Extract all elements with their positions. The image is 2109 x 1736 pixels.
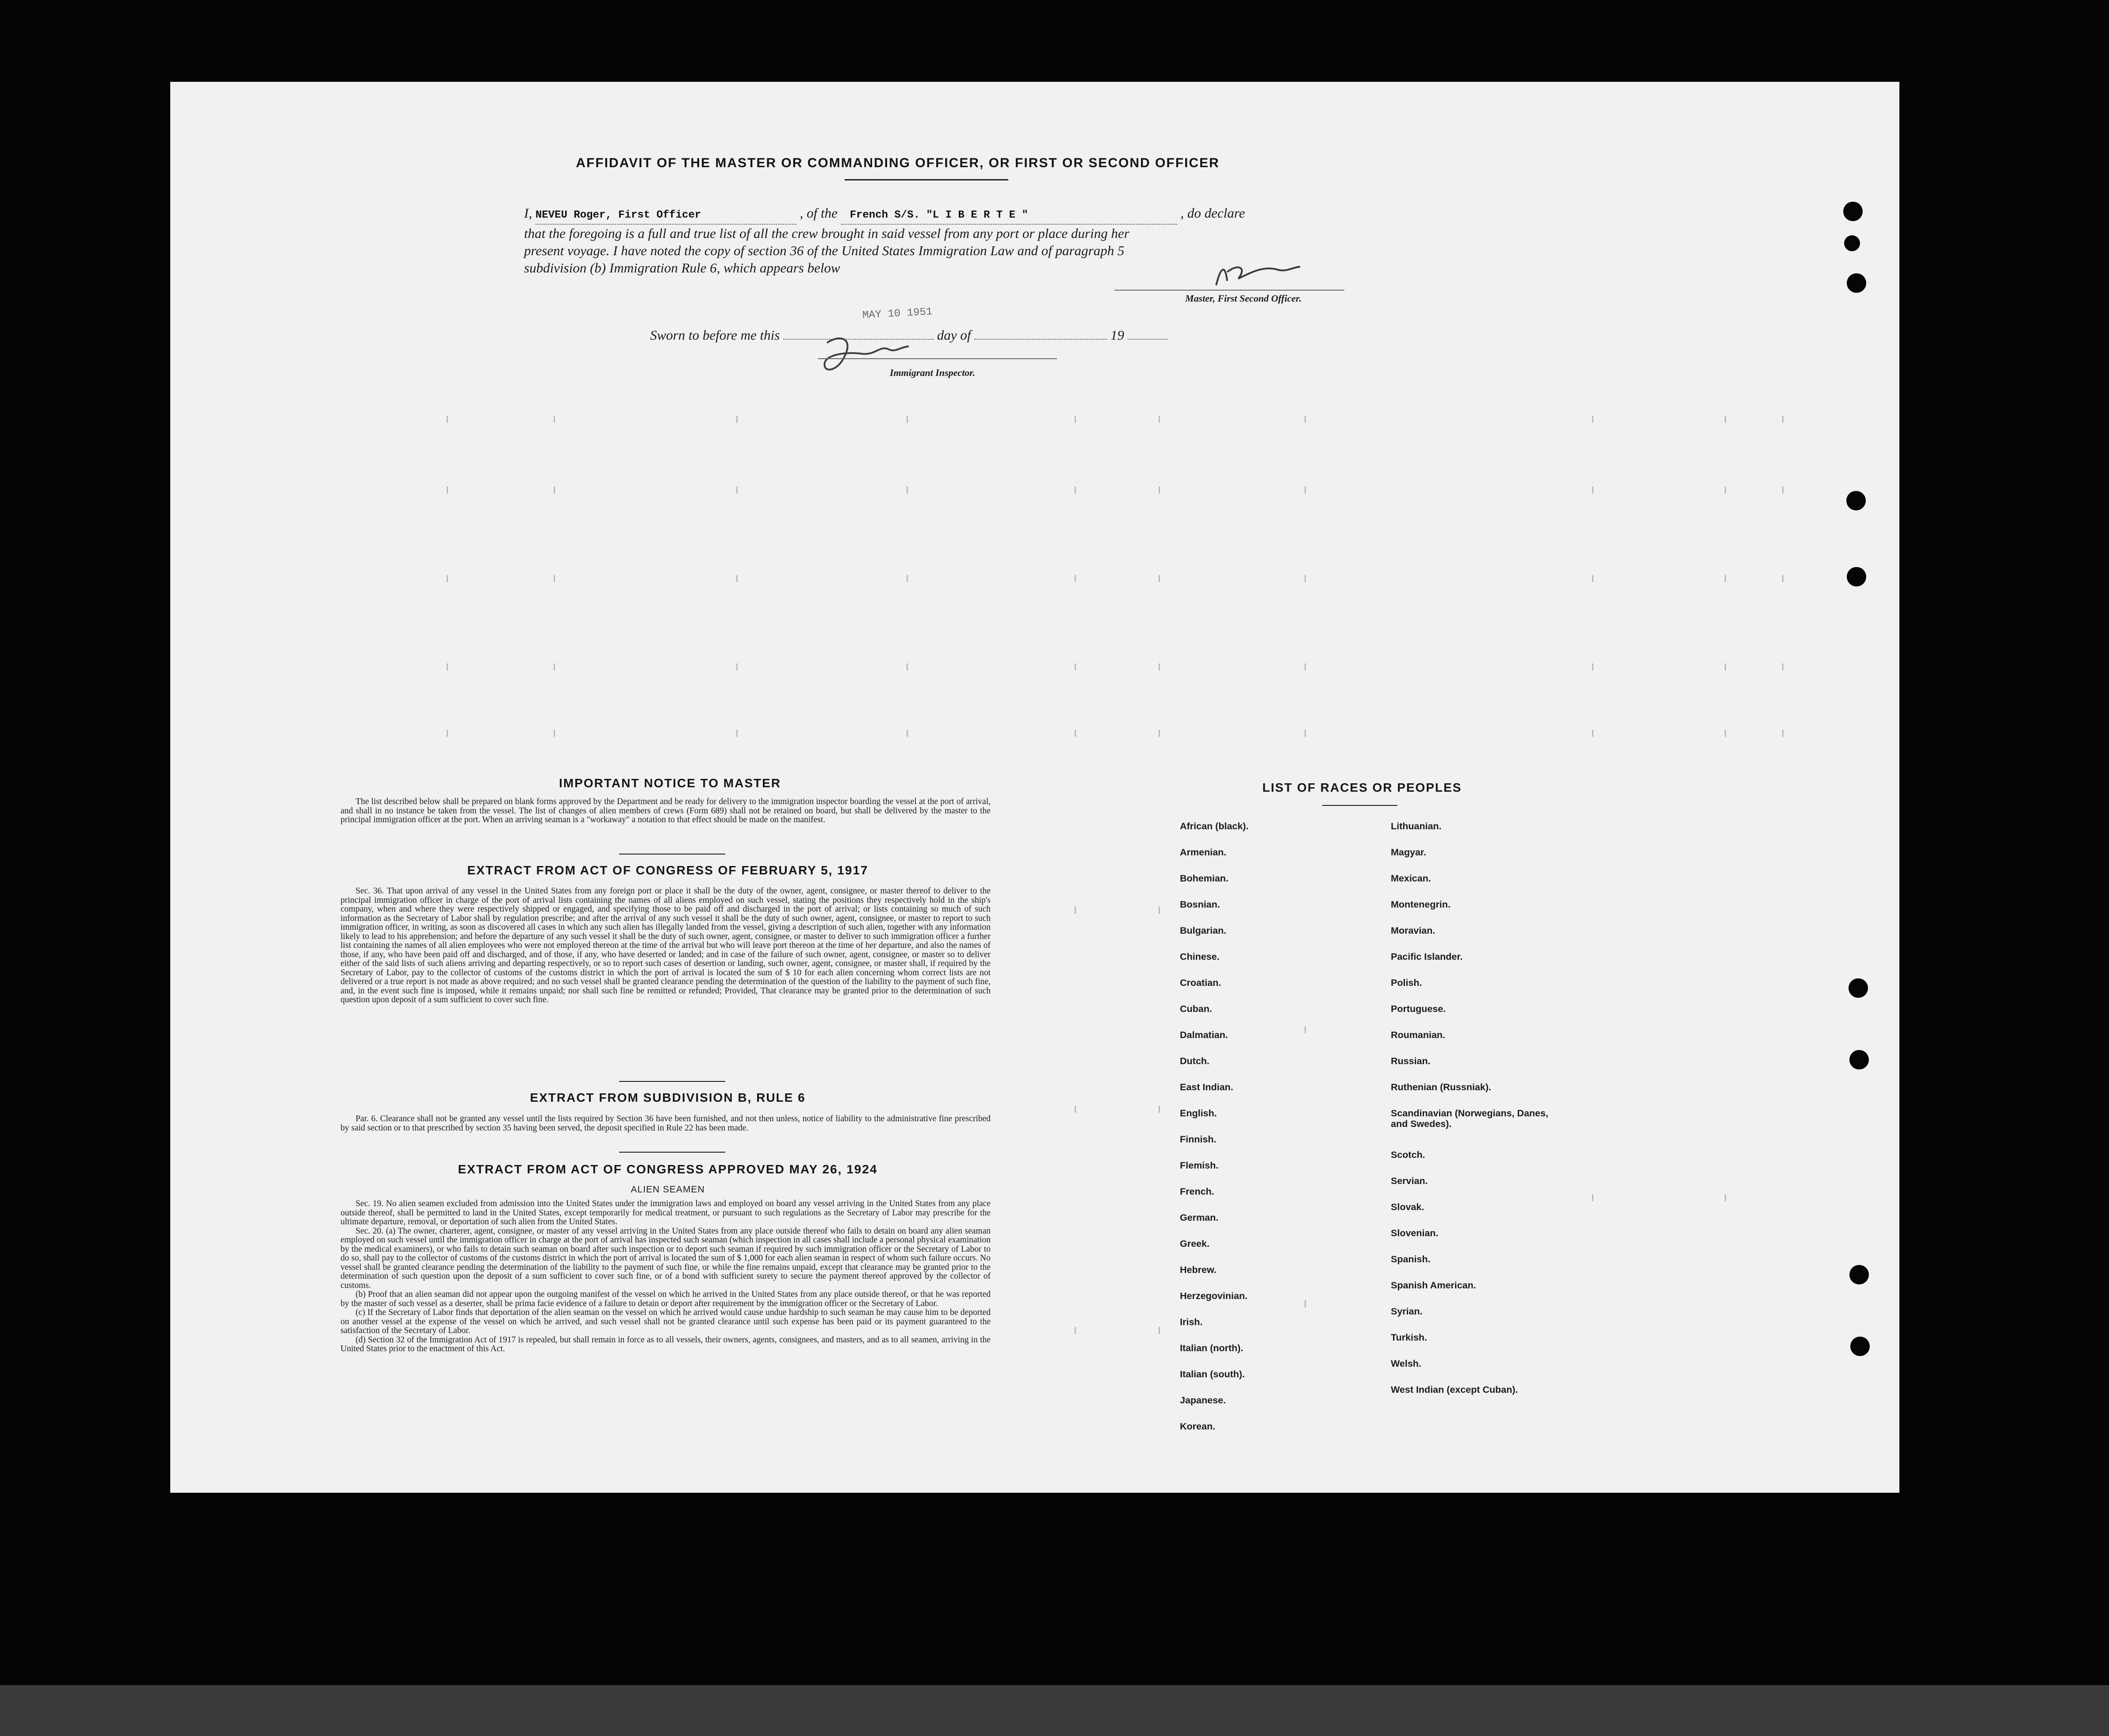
race-item: Hebrew. [1180,1265,1217,1275]
punch-hole [1847,567,1866,586]
punch-hole [1844,235,1860,251]
par-6-paragraph: Par. 6. Clearance shall not be granted any vessel until the lists required by Section 36 have been furnished, and not then unless, notice of liability to the administrative fine prescribed by said section or to that prescribed by section 35 having been served, the deposit specified in Rule 22 has been made. [341,1114,991,1133]
sec-20a-paragraph: Sec. 20. (a) The owner, charterer, agent, consignee, or master of any vessel arriving in the United States from any place outside thereof who fails to detain on board any alien seaman employed on such vessel until the immigration officer in charge at the port of arrival has inspected such seaman (which inspection in all cases shall include a personal physical examination by the medical examiners), or who fails to detain such seaman on board after such inspection or to deport such seaman if required by such immigration officer or the Secretary of Labor to do so, shall pay to the collector of customs of the customs district in which the port of arrival is located the sum of $ 1,000 for each alien seaman in respect of whom such failure occurs. No vessel shall be granted clearance pending the determination of the liability to the payment of such fine, or while the fine remains unpaid, except that clearance may be granted prior to the determination of such question upon the deposit of a sum sufficient to cover such fine, or of a bond with sufficient surety to secure the payment thereof approved by the collector of customs. [341,1226,991,1290]
race-item: Dalmatian. [1180,1030,1228,1040]
race-item: Scotch. [1391,1150,1425,1160]
punch-hole [1847,273,1866,293]
race-item: Japanese. [1180,1395,1226,1406]
punch-hole [1849,1265,1869,1284]
day-of-label: day of [937,327,971,343]
race-item: Slovenian. [1391,1228,1439,1238]
officer-name-field: NEVEU Roger, First Officer [536,207,796,225]
race-item: Slovak. [1391,1202,1424,1212]
section-rule [619,854,725,855]
race-item: Herzegovinian. [1180,1291,1248,1301]
notice-text [341,797,991,825]
sec-19-paragraph: Sec. 19. No alien seamen excluded from admission into the United States under the immigration laws and employed on board any vessel arriving in the United States from any place outside thereof, shall be permitted to land in the United States, except temporarily for medical treatment, or pursuant to such regulations as the Secretary of Labor may prescribe for the ultimate departure, removal, or deportation of such alien from the United States. [341,1199,991,1226]
scanner-bed-bottom [0,1685,2109,1736]
race-item: Montenegrin. [1391,899,1451,910]
race-item: Bohemian. [1180,873,1229,884]
race-item: Bulgarian. [1180,925,1227,936]
i-label: I, [524,205,532,221]
race-item: West Indian (except Cuban). [1391,1384,1518,1395]
sec-20c-paragraph: (c) If the Secretary of Labor finds that deportation of the alien seaman on the vessel on which he arrived would cause undue hardship to such seaman he may cause him to be deported on another vessel at the expense of the vessel on which he arrived, and such vessel shall not be granted clearance until such expense has been paid or its payment guaranteed to the satisfaction of the Secretary of Labor. [341,1308,991,1335]
extract-1917-text [341,887,991,1005]
extract-1917-title: EXTRACT FROM ACT OF CONGRESS OF FEBRUARY 5, 1917 [467,863,869,877]
sworn-text: Sworn to before me this [650,327,780,343]
race-item: Scandinavian (Norwegians, Danes, and Swedes). [1391,1108,1549,1129]
race-item: Mexican. [1391,873,1431,884]
extract-1924-text [341,1199,991,1354]
race-item: Lithuanian. [1391,821,1442,832]
declaration-line-2: present voyage. I have noted the copy of section 36 of the United States Immigration Law and of paragraph 5 [524,243,1125,258]
race-item: Ruthenian (Russniak). [1391,1082,1491,1092]
do-declare-label: , do declare [1180,205,1245,221]
race-item: East Indian. [1180,1082,1233,1092]
punch-hole [1843,202,1863,221]
race-item: Italian (south). [1180,1369,1245,1380]
punch-hole [1846,491,1866,510]
sec-20d-paragraph: (d) Section 32 of the Immigration Act of 1917 is repealed, but shall remain in force as to all vessels, their owners, agents, consignees, and masters, and as to all seamen, arriving in the United States prior to the enactment of this Act. [341,1335,991,1353]
punch-hole [1849,978,1868,998]
race-item: Magyar. [1391,847,1427,858]
races-title: LIST OF RACES OR PEOPLES [1262,781,1462,794]
section-rule [619,1152,725,1153]
document-page-edge [1831,93,1899,699]
race-item: Polish. [1391,977,1422,988]
notice-paragraph: The list described below shall be prepared on blank forms approved by the Department and be ready for delivery to the immigration inspector boarding the vessel at the port of arrival, and shall in no instance be taken from the vessel. The list of changes of alien members of crews (Form 689) shall not be retained on board, but shall be delivered by the master to the principal immigration officer at the port. When an arriving seaman is a "workaway" a notation to that effect should be made on the manifest. [341,797,991,824]
extract-rule6-title: EXTRACT FROM SUBDIVISION B, RULE 6 [530,1091,806,1104]
race-item: Korean. [1180,1421,1216,1432]
race-item: Irish. [1180,1317,1203,1327]
race-item: Pacific Islander. [1391,951,1463,962]
section-rule [619,1081,725,1082]
punch-hole [1849,1050,1869,1069]
races-title-rule [1322,805,1397,806]
races-right-column [1391,821,1550,1410]
race-item: Bosnian. [1180,899,1220,910]
of-the-label: , of the [800,205,838,221]
race-item: Croatian. [1180,977,1221,988]
race-item: Flemish. [1180,1160,1219,1171]
vessel-name-field: French S/S. "L I B E R T E " [841,207,1177,225]
race-item: Chinese. [1180,951,1220,962]
alien-seamen-subtitle: ALIEN SEAMEN [631,1184,705,1195]
race-item: Turkish. [1391,1332,1428,1343]
race-item: African (black). [1180,821,1249,832]
sec-20b-paragraph: (b) Proof that an alien seaman did not appear upon the outgoing manifest of the vessel on which he arrived in the United States from any place outside thereof, or that he was reported by the master of such vessel as a deserter, shall be prima facie evidence of a failure to detain or deport after requirement by the immigration officer or the Secretary of Labor. [341,1290,991,1308]
race-item: Italian (north). [1180,1343,1244,1353]
inspector-caption: Immigrant Inspector. [890,367,976,378]
race-item: Dutch. [1180,1056,1210,1066]
race-item: Roumanian. [1391,1030,1446,1040]
race-item: Finnish. [1180,1134,1217,1145]
declaration-line-3: subdivision (b) Immigration Rule 6, which appears below [524,260,840,276]
race-item: Russian. [1391,1056,1431,1066]
race-item: Cuban. [1180,1004,1212,1014]
race-item: Servian. [1391,1176,1428,1186]
race-item: French. [1180,1186,1214,1197]
punch-hole [1850,1337,1870,1356]
race-item: English. [1180,1108,1217,1119]
signature-caption: Master, First Second Officer. [1185,293,1302,304]
extract-1924-title: EXTRACT FROM ACT OF CONGRESS APPROVED MAY 26, 1924 [458,1162,878,1176]
race-item: Spanish. [1391,1254,1431,1265]
race-item: Greek. [1180,1238,1210,1249]
notice-title: IMPORTANT NOTICE TO MASTER [559,776,781,790]
sec-36-paragraph: Sec. 36. That upon arrival of any vessel in the United States from any foreign port or place it shall be the duty of the owner, agent, consignee, or master thereof to deliver to the principal immigration officer in charge of the port of arrival lists containing the names of all aliens employed on such vessel, stating the positions they respectively hold in the ship's company, when and where they were respectively shipped or engaged, and specifying those to be paid off and discharged in the port of arrival; or lists containing so much of such information as the Secretary of Labor shall by regulation prescribe; and after the arrival of any such vessel it shall be the duty of such owner, agent, consignee, or master to report to such immigration officer, in writing, as soon as discovered all cases in which any such alien has illegally landed from the vessel, giving a description of such alien, together with any information likely to lead to his apprehension; and before the departure of any such vessel it shall be the duty of such owner, agent, consignee, or master to deliver to such immigration officer a further list containing the names of all alien employees who were not employed thereon at the time of the arrival but who will leave port thereon at the time of her departure, and also the names of those, if any, who have been paid off and discharged, and of those, if any, who have deserted or landed; and in case of the failure of such owner, agent, consignee, or master so to deliver either of the said lists of such aliens arriving and departing respectively, or so to report such cases of desertion or landing, such owner, agent, consignee, or master shall, if required by the Secretary of Labor, pay to the collector of customs of the customs district in which the port of arrival is located the sum of $ 10 for each alien concerning whom correct lists are not delivered or a true report is not made as above required; and no such vessel shall be granted clearance pending the determination of the question of the liability to the payment of such fine, and, in the event such fine is imposed, while it remains unpaid; nor shall such fine be remitted or refunded; Provided, That clearance may be granted prior to the determination of such question upon deposit of a sum sufficient to cover such fine. [341,886,991,1004]
race-item: Spanish American. [1391,1280,1476,1291]
extract-rule6-text [341,1115,991,1133]
title-rule [845,179,1008,180]
races-left-column [1180,821,1248,1447]
declaration-line-1: that the foregoing is a full and true list of all the crew brought in said vessel from any port or place during her [524,226,1129,241]
race-item: Armenian. [1180,847,1227,858]
race-item: German. [1180,1212,1219,1223]
affidavit-title: AFFIDAVIT OF THE MASTER OR COMMANDING OFFICER, OR FIRST OR SECOND OFFICER [576,156,1220,170]
race-item: Syrian. [1391,1306,1423,1317]
race-item: Portuguese. [1391,1004,1446,1014]
race-item: Welsh. [1391,1358,1421,1369]
date-stamp: MAY 10 1951 [862,306,933,322]
race-item: Moravian. [1391,925,1435,936]
inspector-line [818,358,1057,359]
year-prefix: 19 [1110,327,1124,343]
